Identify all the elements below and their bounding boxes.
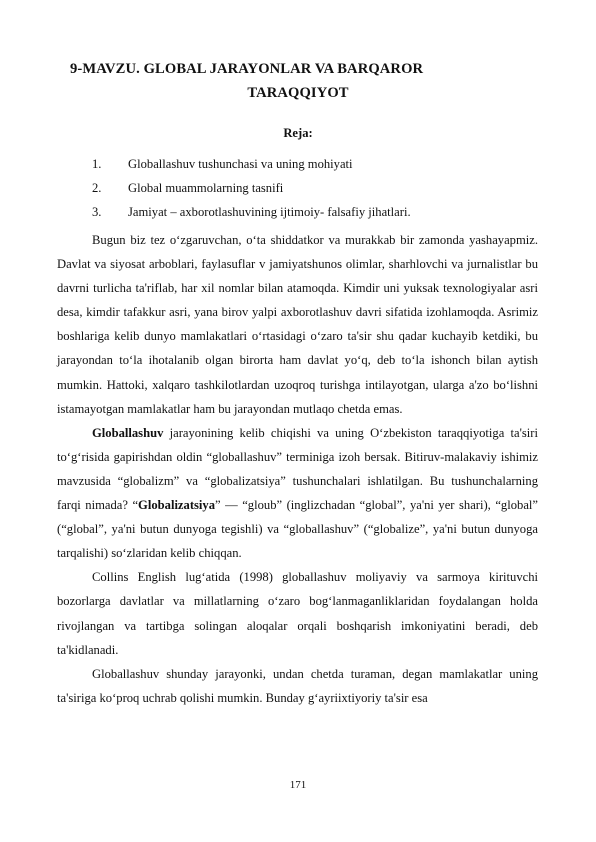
- paragraph: Bugun biz tez o‘zgaruvchan, o‘ta shiddatkor va murakkab bir zamonda yashayapmiz. Davlat va siyosat arboblari, faylasuflar v jamiyatshunos olimlar, sharhlovchi va jurnalistlar bu davrni turlicha ta'riflab, har xil nomlar bilan atamoqda. Kimdir uni yuksak texnologiyalar asri desa, kimdir tafakkur asri, yana birov yalpi axborotlashuv davri sifatida izohlamoqda. Asrimiz boshlariga kelib dunyo mamlakatlari o‘rtasidagi o‘zaro ta'sir shu qadar kuchayib ketdiki, bu jarayondan to‘la ihotalanib olgan birorta ham davlat yo‘q, deb to‘la ishonch bilan aytish mumkin. Hattoki, xalqaro tashkilotlardan uzoqroq turishga intilayotgan, ularga a'zo bo‘lishni istamayotgan mamlakatlar ham bu jarayondan mutlaqo chetda emas.: [57, 233, 538, 416]
- term-globalizatsiya: Globalizatsiya: [138, 498, 216, 513]
- plan-item-number: 3.: [92, 205, 102, 219]
- plan-item: [92, 203, 512, 221]
- paragraph: [57, 421, 538, 566]
- plan-heading: Reja:: [283, 126, 313, 140]
- plan-item-text: Global muammolarning tasnifi: [128, 181, 284, 195]
- plan-item-text: Globallashuv tushunchasi va uning mohiyati: [128, 157, 353, 171]
- paragraph-text: ” — “gloub” (inglizchadan “global”, ya'ni yer shari), “global” (“global”, ya'ni butun dunyoga tegishli) va “globallashuv” (“globalize”, ya'ni butun dunyoga tarqalishi) so‘zlaridan kelib chiqqan.: [57, 498, 538, 561]
- paragraph: Globallashuv shunday jarayonki, undan chetda turaman, degan mamlakatlar uning ta'siriga ko‘proq uchrab qolishi mumkin. Bunday g‘ayriixtiyoriy ta'sir esa: [57, 666, 538, 705]
- body-text: [57, 228, 538, 710]
- plan-item: [92, 179, 512, 197]
- chapter-title-line2: TARAQQIYOT: [247, 85, 349, 101]
- term-globallashuv: Globallashuv: [92, 425, 164, 440]
- paragraph-text: jarayonining kelib chiqishi va uning O‘zbekiston taraqqiyotiga ta'siri to‘g‘risida gapirishdan oldin “globallashuv” terminiga izoh bersak. Bitiruv-malakaviy ishimiz mavzusida “globalizm” va “globalizatsiya” tushunchalari ishlatilgan. Bu tushunchalarning farqi nimada? “: [57, 425, 538, 513]
- paragraph: Collins English lug‘atida (1998) globallashuv moliyaviy va sarmoya kirituvchi bozorlarga davlatlar va millatlarning o‘zaro bog‘lanmaganliklaridan foydalangan holda rivojlangan va tartibga solingan aloqalar orqali boshqarish imkoniyatini beradi, deb ta'kidlanadi.: [57, 570, 538, 657]
- chapter-title-line1: 9-MAVZU. GLOBAL JARAYONLAR VA BARQAROR: [70, 61, 424, 77]
- plan-item-text: Jamiyat – axborotlashuvining ijtimoiy- falsafiy jihatlari.: [128, 205, 411, 219]
- plan-item-number: 1.: [92, 157, 102, 171]
- plan-item: [92, 155, 512, 173]
- page-number: 171: [289, 779, 307, 791]
- plan-item-number: 2.: [92, 181, 102, 195]
